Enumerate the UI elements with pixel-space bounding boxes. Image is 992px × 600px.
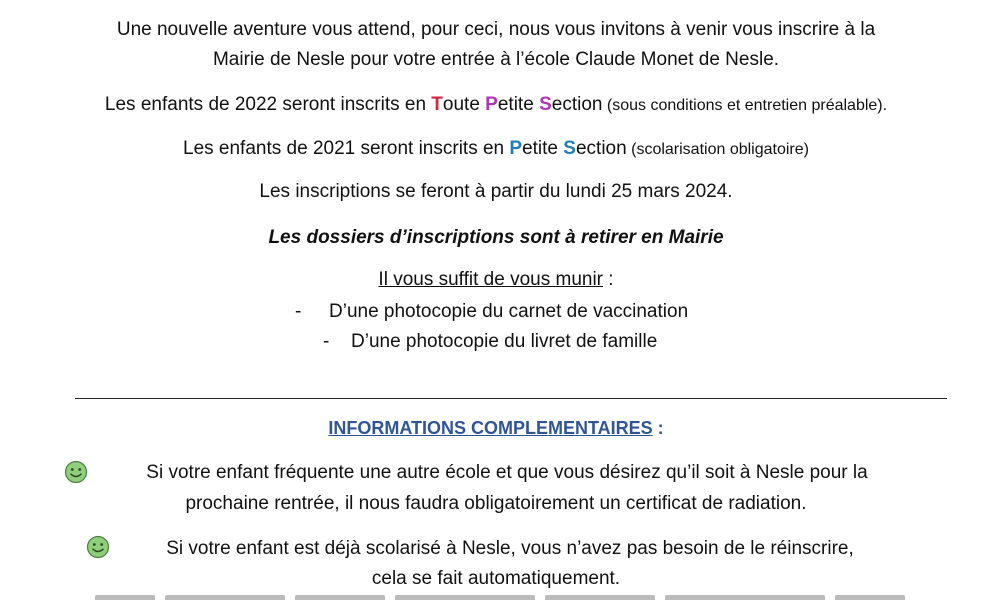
- intro-line-1: Une nouvelle aventure vous attend, pour ceci, nous vous invitons à venir vous inscrire à la: [116, 19, 876, 40]
- list-text: D’une photocopie du carnet de vaccination: [329, 301, 689, 322]
- tps-note: (sous conditions et entretien préalable).: [602, 97, 888, 114]
- infos-heading: INFORMATIONS COMPLEMENTAIRES: [328, 418, 653, 438]
- para1-line-1: Si votre enfant fréquente une autre école et que vous désirez qu’il soit à Nesle pour la: [146, 462, 868, 483]
- munir-title: Il vous suffit de vous munir: [378, 269, 604, 290]
- tps-letter-s: S: [539, 94, 552, 115]
- tps-letter-t: T: [431, 94, 443, 115]
- tps-rest-p: etite: [497, 94, 540, 115]
- infos-colon: :: [652, 418, 664, 438]
- list-dash: -: [295, 301, 302, 322]
- dossiers-line: Les dossiers d’inscriptions sont à retirer en Mairie: [268, 227, 724, 248]
- ps-prefix: Les enfants de 2021 seront inscrits en: [183, 138, 510, 159]
- ps-rest-s: ection: [575, 138, 627, 159]
- horizontal-divider: [75, 398, 947, 399]
- ps-rest-p: etite: [522, 138, 564, 159]
- tps-line: [0, 93, 992, 118]
- ps-note: (scolarisation obligatoire): [626, 141, 809, 158]
- ps-line: [0, 137, 992, 162]
- list-item: [323, 330, 657, 354]
- cropped-next-line: [0, 588, 992, 600]
- date-line: Les inscriptions se feront à partir du lundi 25 mars 2024.: [259, 181, 733, 202]
- munir-colon: :: [603, 269, 614, 290]
- tps-letter-p: P: [485, 94, 498, 115]
- ps-letter-p: P: [509, 138, 523, 159]
- para2-line-1: Si votre enfant est déjà scolarisé à Nesle, vous n’avez pas besoin de le réinscrire,: [166, 538, 854, 559]
- para2-line-2: cela se fait automatiquement.: [371, 568, 621, 589]
- list-dash: -: [323, 331, 330, 352]
- tps-prefix: Les enfants de 2022 seront inscrits en: [104, 94, 432, 115]
- para1-line-2: prochaine rentrée, il nous faudra obligatoirement un certificat de radiation.: [185, 493, 807, 514]
- intro-line-2: Mairie de Nesle pour votre entrée à l’école Claude Monet de Nesle.: [212, 49, 780, 70]
- ps-letter-s: S: [563, 138, 576, 159]
- tps-rest-t: oute: [442, 94, 486, 115]
- munir-line: [0, 268, 992, 292]
- list-text: D’une photocopie du livret de famille: [351, 331, 658, 352]
- infos-heading-line: [0, 416, 992, 441]
- list-item: [295, 300, 688, 324]
- tps-rest-s: ection: [551, 94, 603, 115]
